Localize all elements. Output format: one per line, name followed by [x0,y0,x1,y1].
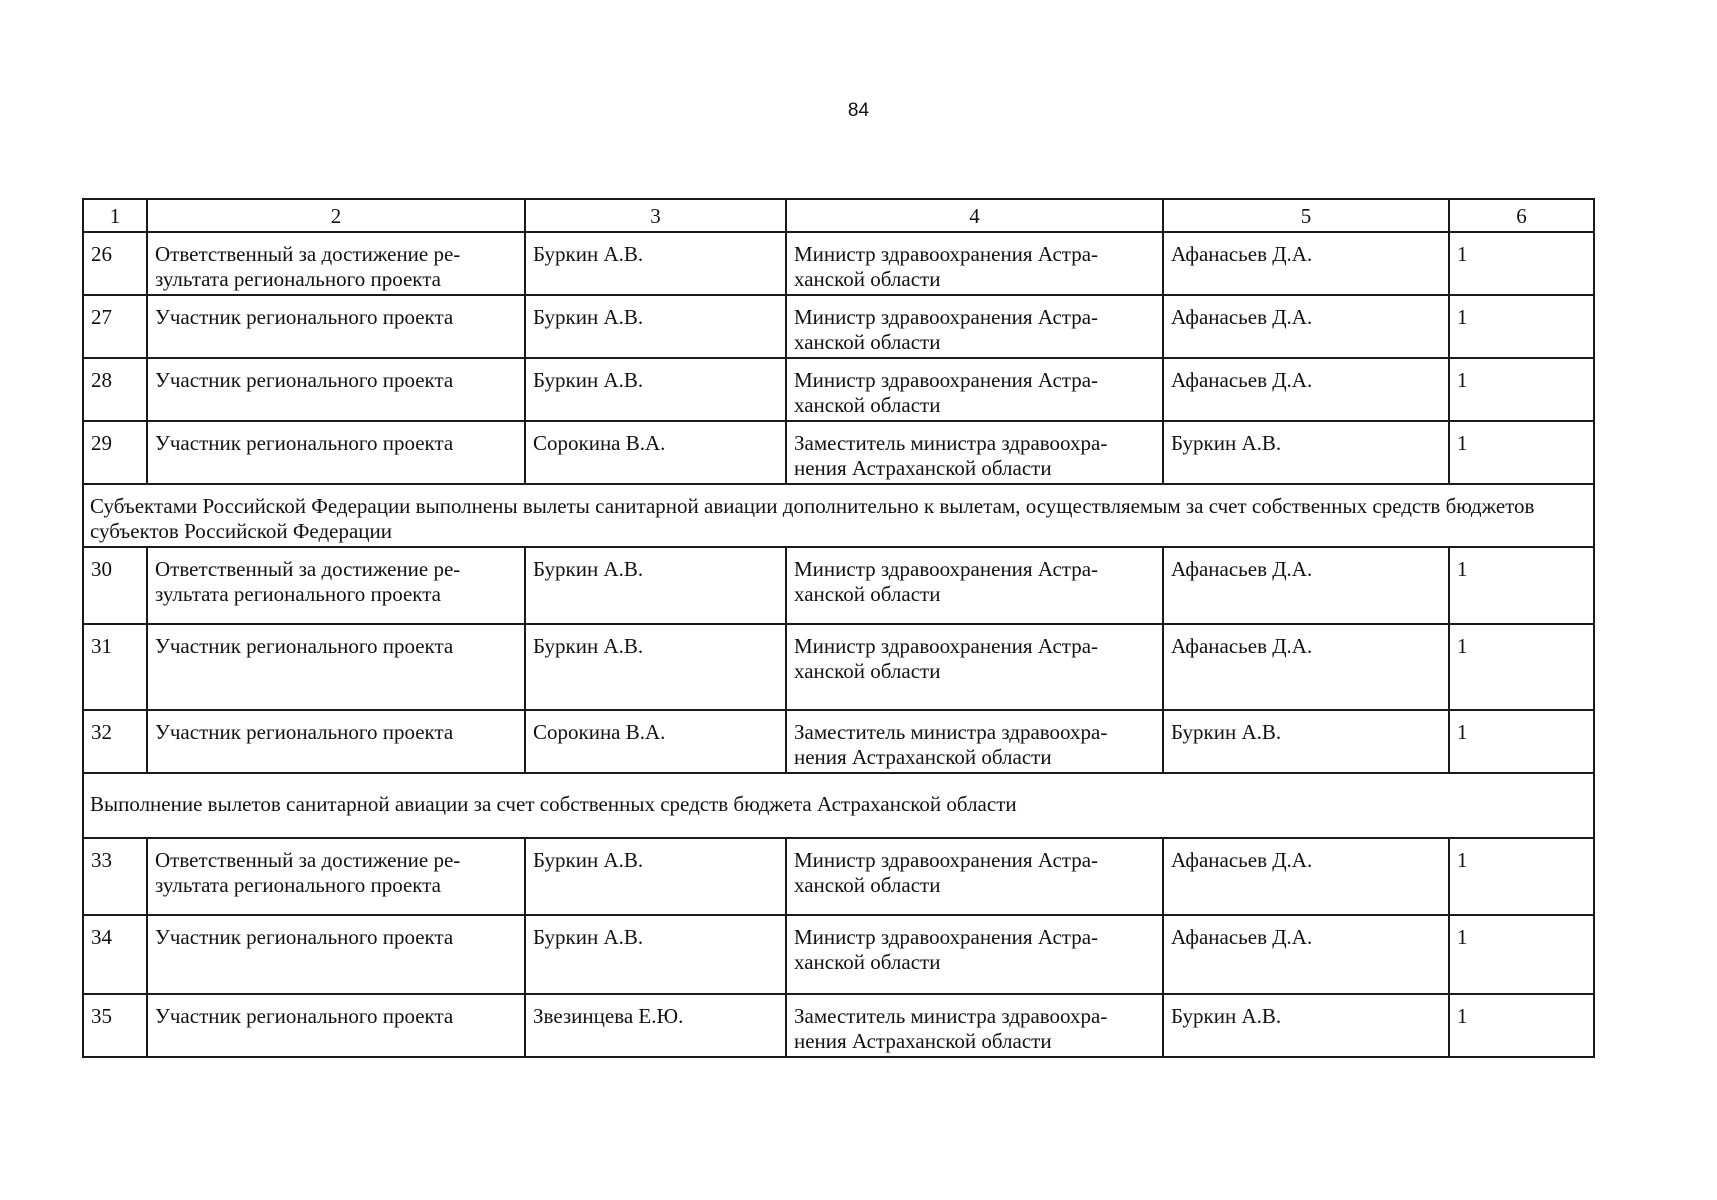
supervisor-cell: Афанасьев Д.А. [1163,547,1449,624]
row-number: 30 [83,547,147,624]
position-cell: Заместитель министра здравоохра-нения Астраханской области [786,710,1163,773]
column-number-1: 1 [83,199,147,232]
supervisor-cell: Афанасьев Д.А. [1163,838,1449,915]
share-cell: 1 [1449,994,1594,1057]
share-cell: 1 [1449,624,1594,710]
supervisor-cell: Буркин А.В. [1163,994,1449,1057]
column-number-4: 4 [786,199,1163,232]
role-cell: Участник регионального проекта [147,421,525,484]
table-row [83,624,1594,710]
position-cell: Министр здравоохранения Астра-ханской области [786,232,1163,295]
section-heading-row [83,484,1594,547]
role-cell: Ответственный за достижение ре-зультата регионального проекта [147,232,525,295]
row-number: 33 [83,838,147,915]
position-cell: Заместитель министра здравоохра-нения Астраханской области [786,994,1163,1057]
table-row [83,838,1594,915]
position-cell: Министр здравоохранения Астра-ханской области [786,915,1163,994]
role-cell: Участник регионального проекта [147,624,525,710]
supervisor-cell: Афанасьев Д.А. [1163,358,1449,421]
row-number: 35 [83,994,147,1057]
row-number: 31 [83,624,147,710]
person-cell: Буркин А.В. [525,358,786,421]
supervisor-cell: Афанасьев Д.А. [1163,624,1449,710]
person-cell: Буркин А.В. [525,295,786,358]
position-cell: Министр здравоохранения Астра-ханской области [786,624,1163,710]
position-cell: Министр здравоохранения Астра-ханской области [786,358,1163,421]
table-header-row [83,199,1594,232]
column-number-6: 6 [1449,199,1594,232]
role-cell: Участник регионального проекта [147,994,525,1057]
responsibility-table [82,198,1595,1058]
table-row [83,547,1594,624]
row-number: 28 [83,358,147,421]
row-number: 27 [83,295,147,358]
table-row [83,915,1594,994]
role-cell: Участник регионального проекта [147,915,525,994]
section-heading: Выполнение вылетов санитарной авиации за счет собственных средств бюджета Астраханской области [83,773,1594,838]
supervisor-cell: Буркин А.В. [1163,710,1449,773]
supervisor-cell: Афанасьев Д.А. [1163,232,1449,295]
person-cell: Буркин А.В. [525,547,786,624]
share-cell: 1 [1449,421,1594,484]
role-cell: Ответственный за достижение ре-зультата регионального проекта [147,838,525,915]
role-cell: Ответственный за достижение ре-зультата регионального проекта [147,547,525,624]
section-heading-row [83,773,1594,838]
supervisor-cell: Буркин А.В. [1163,421,1449,484]
position-cell: Министр здравоохранения Астра-ханской области [786,295,1163,358]
column-number-2: 2 [147,199,525,232]
share-cell: 1 [1449,232,1594,295]
table-row [83,421,1594,484]
share-cell: 1 [1449,838,1594,915]
supervisor-cell: Афанасьев Д.А. [1163,295,1449,358]
page-number: 84 [847,100,870,121]
table-row [83,710,1594,773]
share-cell: 1 [1449,358,1594,421]
table-row [83,358,1594,421]
row-number: 29 [83,421,147,484]
person-cell: Сорокина В.А. [525,421,786,484]
share-cell: 1 [1449,915,1594,994]
row-number: 32 [83,710,147,773]
person-cell: Звезинцева Е.Ю. [525,994,786,1057]
person-cell: Буркин А.В. [525,838,786,915]
position-cell: Министр здравоохранения Астра-ханской области [786,547,1163,624]
role-cell: Участник регионального проекта [147,710,525,773]
person-cell: Буркин А.В. [525,915,786,994]
supervisor-cell: Афанасьев Д.А. [1163,915,1449,994]
table-row [83,232,1594,295]
position-cell: Заместитель министра здравоохра-нения Астраханской области [786,421,1163,484]
column-number-5: 5 [1163,199,1449,232]
person-cell: Сорокина В.А. [525,710,786,773]
column-number-3: 3 [525,199,786,232]
share-cell: 1 [1449,547,1594,624]
person-cell: Буркин А.В. [525,232,786,295]
person-cell: Буркин А.В. [525,624,786,710]
row-number: 34 [83,915,147,994]
share-cell: 1 [1449,295,1594,358]
table-row [83,994,1594,1057]
share-cell: 1 [1449,710,1594,773]
role-cell: Участник регионального проекта [147,358,525,421]
row-number: 26 [83,232,147,295]
table-row [83,295,1594,358]
section-heading: Субъектами Российской Федерации выполнены вылеты санитарной авиации дополнительно к вылетам, осуществляемым за счет собственных средств бюджетов субъектов Российской Федерации [83,484,1594,547]
position-cell: Министр здравоохранения Астра-ханской области [786,838,1163,915]
role-cell: Участник регионального проекта [147,295,525,358]
